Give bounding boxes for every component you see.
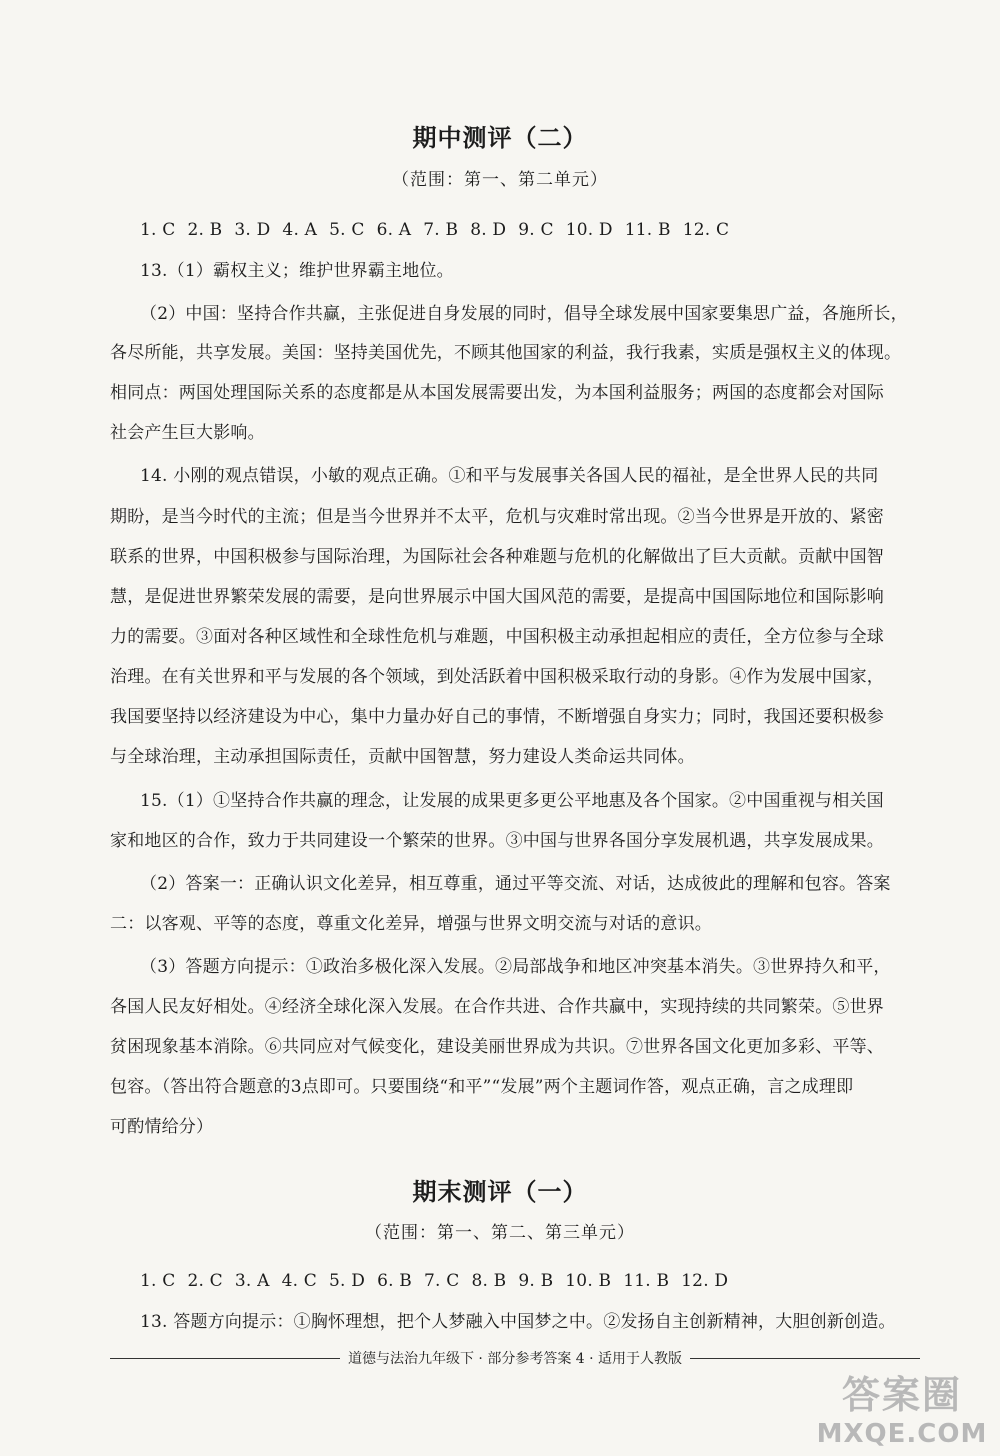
- answer-item: 9. C: [518, 220, 554, 240]
- answer-line: 13.（1）霸权主义；维护世界霸主地位。: [140, 261, 454, 281]
- answer-row: [140, 218, 930, 242]
- answer-line: 治理。在有关世界和平与发展的各个领域，到处活跃着中国积极采取行动的身影。④作为发展中国家，: [110, 667, 884, 687]
- answer-item: 4. A: [282, 220, 318, 240]
- section-title: 期末测评（一）: [412, 1178, 588, 1206]
- answer-line: 各国人民友好相处。④经济全球化深入发展。在合作共进、合作共赢中，实现持续的共同繁荣。⑤世界: [110, 997, 884, 1017]
- answer-item: 6. A: [376, 220, 412, 240]
- watermark-domain: MXQE.COM: [816, 1419, 988, 1449]
- section-subtitle: （范围：第一、第二单元）: [392, 170, 608, 190]
- answer-item: 7. C: [424, 1271, 460, 1291]
- answer-line: 慧，是促进世界繁荣发展的需要，是向世界展示中国大国风范的需要，是提高中国国际地位和国际影响: [110, 587, 884, 607]
- answer-item: 2. C: [187, 1271, 223, 1291]
- answer-line: （2）答案一：正确认识文化差异，相互尊重，通过平等交流、对话，达成彼此的理解和包容。答案: [140, 874, 891, 894]
- answer-row: [140, 1269, 930, 1293]
- watermark-title: 答案圈: [841, 1373, 962, 1417]
- answer-item: 11. B: [623, 1271, 670, 1291]
- footer-rule-left: [110, 1358, 340, 1359]
- answer-item: 1. C: [140, 220, 176, 240]
- answer-line: 力的需要。③面对各种区域性和全球性危机与难题，中国积极主动承担起相应的责任，全方位参与全球: [110, 627, 884, 647]
- answer-line: 包容。（答出符合题意的3点即可。只要围绕“和平”“发展”两个主题词作答，观点正确，言之成理即: [110, 1077, 854, 1097]
- answer-line: 13. 答题方向提示：①胸怀理想，把个人梦融入中国梦之中。②发扬自主创新精神，大胆创新创造。: [140, 1312, 896, 1332]
- answer-line: 期盼，是当今时代的主流；但是当今世界并不太平，危机与灾难时常出现。②当今世界是开放的、紧密: [110, 507, 884, 527]
- answer-item: 6. B: [377, 1271, 412, 1291]
- answer-item: 9. B: [518, 1271, 554, 1291]
- answer-item: 8. D: [470, 220, 507, 240]
- answer-item: 12. D: [681, 1271, 729, 1291]
- answer-line: 相同点：两国处理国际关系的态度都是从本国发展需要出发，为本国利益服务；两国的态度都会对国际: [110, 383, 884, 403]
- answer-line: 家和地区的合作，致力于共同建设一个繁荣的世界。③中国与世界各国分享发展机遇，共享发展成果。: [110, 831, 884, 851]
- answer-item: 1. C: [140, 1271, 176, 1291]
- answer-line: （3）答题方向提示：①政治多极化深入发展。②局部战争和地区冲突基本消失。③世界持久和平，: [140, 957, 891, 977]
- answer-item: 3. D: [234, 220, 271, 240]
- watermark-logo: [812, 1364, 992, 1448]
- answer-item: 11. B: [624, 220, 671, 240]
- answer-line: 我国要坚持以经济建设为中心，集中力量办好自己的事情，不断增强自身实力；同时，我国还要积极参: [110, 707, 884, 727]
- answer-item: 7. B: [423, 220, 459, 240]
- answer-line: 与全球治理，主动承担国际责任，贡献中国智慧，努力建设人类命运共同体。: [110, 747, 695, 767]
- answer-item: 2. B: [187, 220, 223, 240]
- answer-item: 10. D: [565, 220, 613, 240]
- section-subtitle: （范围：第一、第二、第三单元）: [365, 1223, 635, 1243]
- answer-item: 4. C: [281, 1271, 318, 1291]
- section-title: 期中测评（二）: [412, 124, 588, 152]
- answer-line: 社会产生巨大影响。: [110, 423, 265, 443]
- answer-line: 贫困现象基本消除。⑥共同应对气候变化，建设美丽世界成为共识。⑦世界各国文化更加多彩、平等、: [110, 1037, 884, 1057]
- answer-line: （2）中国：坚持合作共赢，主张促进自身发展的同时，倡导全球发展中国家要集思广益，各施所长，: [140, 304, 908, 324]
- answer-line: 二：以客观、平等的态度，尊重文化差异，增强与世界文明交流与对话的意识。: [110, 914, 712, 934]
- footer-rule-right: [690, 1358, 920, 1359]
- answer-line: 各尽所能，共享发展。美国：坚持美国优先，不顾其他国家的利益，我行我素，实质是强权主义的体现。: [110, 343, 902, 363]
- answer-line: 15.（1）①坚持合作共赢的理念，让发展的成果更多更公平地惠及各个国家。②中国重视与相关国: [140, 791, 884, 811]
- answer-line: 联系的世界，中国积极参与国际治理，为国际社会各种难题与危机的化解做出了巨大贡献。贡献中国智: [110, 547, 884, 567]
- answer-item: 8. B: [471, 1271, 507, 1291]
- footer-text: 道德与法治九年级下 · 部分参考答案 4 · 适用于人教版: [347, 1351, 683, 1367]
- answer-item: 5. D: [329, 1271, 366, 1291]
- answer-item: 12. C: [682, 220, 730, 240]
- answer-line: 可酌情给分）: [110, 1117, 214, 1137]
- page-footer: [110, 1346, 920, 1370]
- answer-item: 5. C: [329, 220, 365, 240]
- answer-item: 10. B: [565, 1271, 612, 1291]
- answer-line: 14. 小刚的观点错误，小敏的观点正确。①和平与发展事关各国人民的福祉，是全世界人民的共同: [140, 466, 879, 486]
- answer-item: 3. A: [234, 1271, 270, 1291]
